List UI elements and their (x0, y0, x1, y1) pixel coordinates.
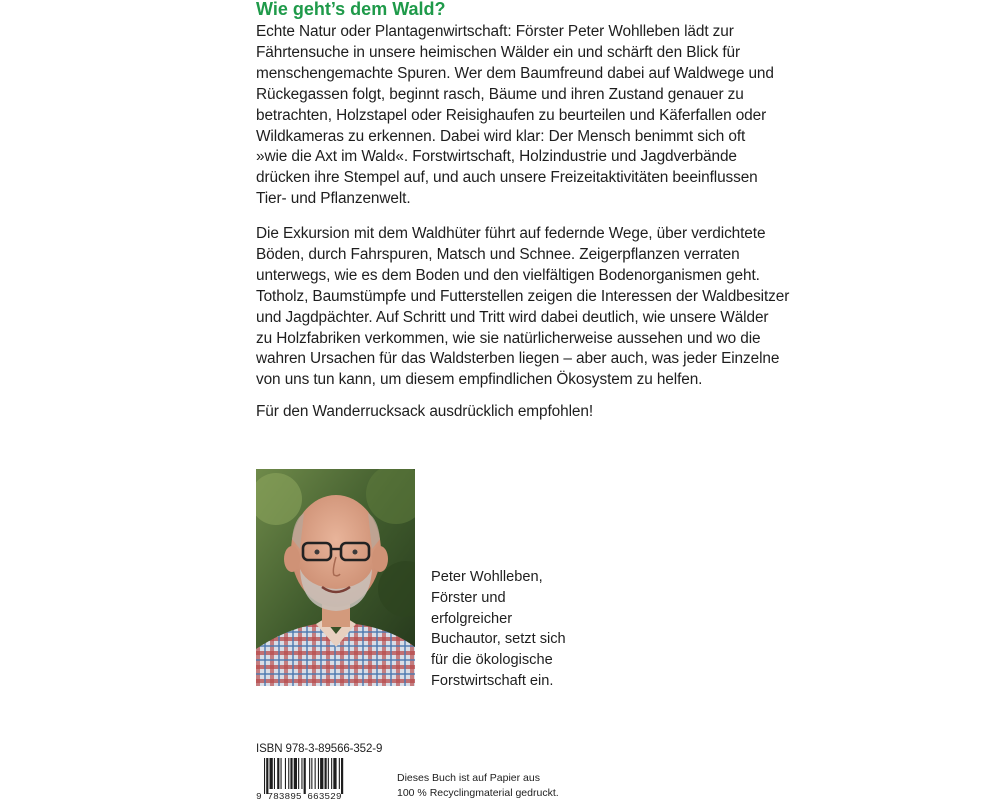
barcode-bar (301, 758, 302, 789)
barcode-bar (270, 758, 273, 789)
barcode-bar (341, 758, 343, 794)
barcode-bar (304, 758, 306, 794)
barcode-bar (331, 758, 332, 789)
recycling-note (397, 771, 559, 801)
barcode-bar (309, 758, 310, 789)
body-paragraph-1 (256, 22, 774, 210)
barcode-bar (290, 758, 292, 789)
barcode-bar (339, 758, 340, 789)
text-line: Echte Natur oder Plantagenwirtschaft: Förster Peter Wohlleben lädt zur (256, 23, 734, 40)
barcode-bar (320, 758, 323, 789)
caption-line: Forstwirtschaft ein. (431, 672, 554, 689)
text-line: wahren Ursachen für das Waldsterben liegen – aber auch, was jeder Einzelne (256, 350, 780, 368)
text-line: Totholz, Baumstümpfe und Futterstellen zeigen die Interessen der Waldbesitzer (256, 287, 790, 305)
text-line: Böden, durch Fahrspuren, Matsch und Schnee. Zeigerpflanzen verraten (256, 245, 740, 263)
barcode-bar (298, 758, 299, 789)
barcode-bar (281, 758, 282, 789)
text-line: Die Exkursion mit dem Waldhüter führt auf federnde Wege, über verdichtete (256, 225, 766, 242)
caption-line: erfolgreicher (431, 610, 513, 627)
text-line: Für den Wanderrucksack ausdrücklich empfohlen! (256, 403, 594, 420)
barcode-digits: 9 783895 663529 (256, 791, 342, 800)
text-line: und Jagdpächter. Auf Schritt und Tritt wird dabei deutlich, wie unsere Wälder (256, 308, 769, 326)
isbn-label: ISBN 978-3-89566-352-9 (256, 743, 383, 755)
barcode-bar (311, 758, 312, 789)
caption-line: Peter Wohlleben, (431, 569, 543, 585)
text-line: betrachten, Holzstapel oder Reisighaufen zu beurteilen und Käferfallen oder (256, 106, 767, 124)
author-caption (431, 567, 581, 692)
barcode-bar (277, 758, 279, 789)
text-line: zu Holzfabriken verkommen, wie sie natürlicherweise aussehen und wo die (256, 329, 761, 347)
caption-line: Förster und (431, 589, 506, 606)
text-line: menschengemachte Spuren. Wer dem Baumfreund dabei auf Waldwege und (256, 64, 774, 82)
barcode-bar (333, 758, 336, 789)
text-line: Tier- und Pflanzenwelt. (256, 190, 411, 208)
recycling-note-line: 100 % Recyclingmaterial gedruckt. (397, 787, 559, 799)
text-line: drücken ihre Stempel auf, und auch unsere Freizeitaktivitäten beeinflussen (256, 169, 758, 187)
barcode-bar (264, 758, 265, 794)
barcode (254, 758, 374, 800)
author-portrait-image (256, 469, 415, 686)
text-line: Wildkameras zu erkennen. Dabei wird klar: Der Mensch benimmt sich oft (256, 127, 746, 145)
barcode-bar (315, 758, 316, 789)
text-line: von uns tun kann, um diesem empfindlichen Ökosystem zu helfen. (256, 371, 703, 389)
body-paragraph-3 (256, 402, 751, 423)
barcode-bars (264, 758, 343, 794)
barcode-bar (266, 758, 268, 794)
barcode-bar (285, 758, 286, 789)
barcode-bar (318, 758, 319, 789)
caption-line: für die ökologische (431, 652, 553, 669)
barcode-bar (328, 758, 329, 789)
barcode-bar (274, 758, 275, 789)
barcode-bar (294, 758, 297, 789)
barcode-bar (325, 758, 327, 789)
body-paragraph-2 (256, 224, 790, 391)
text-line: unterwegs, wie es dem Boden und den vielfältigen Bodenorganismen geht. (256, 266, 760, 284)
barcode-bar (288, 758, 289, 789)
recycling-note-line: Dieses Buch ist auf Papier aus (397, 772, 540, 784)
author-photo (256, 469, 415, 686)
headline: Wie geht’s dem Wald? (256, 0, 446, 19)
caption-line: Buchautor, setzt sich (431, 631, 566, 648)
text-line: Rückegassen folgt, beginnt rasch, Bäume und ihren Zustand genauer zu (256, 85, 744, 103)
text-line: Fährtensuche in unsere heimischen Wälder ein und schärft den Blick für (256, 43, 741, 61)
text-line: »wie die Axt im Wald«. Forstwirtschaft, Holzindustrie und Jagdverbände (256, 148, 737, 166)
